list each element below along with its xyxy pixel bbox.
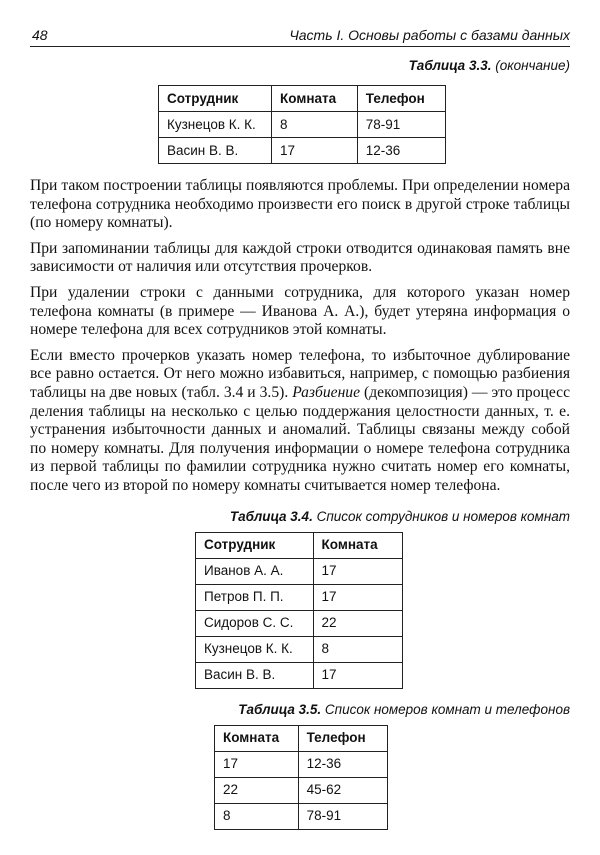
running-title: Часть I. Основы работы с базами данных <box>289 27 570 43</box>
table-3-4 <box>195 532 403 689</box>
caption-text: (окончание) <box>495 58 570 73</box>
table-row <box>196 584 403 610</box>
table-cell: 78-91 <box>357 112 445 138</box>
paragraph-4-part-b: (декомпозиция) — это процесс деления таблицы на несколько с целью поддержания целостности данных, т. е. устранения избыточности данных и аномалий. Таблицы связаны между собой по номеру комнаты. Для получения информации о номере телефона сотрудника из первой таблицы по фамилии сотрудника нужно считать номер его комнаты, после чего из второй по номеру комнаты считывается номер телефона. <box>30 383 570 494</box>
table-3-3-caption <box>30 57 570 75</box>
column-header: Комната <box>272 86 358 112</box>
table-row <box>196 610 403 636</box>
caption-number: Таблица 3.4. <box>229 508 313 524</box>
table-row <box>215 777 388 803</box>
paragraph-3: При удалении строки с данными сотрудника, для которого указан номер телефона комнаты (в примере — Иванова А. А.), будет утеряна информация о номере телефона для всех сотрудников этой комнаты. <box>30 283 570 339</box>
caption-text: Список номеров комнат и телефонов <box>324 701 570 717</box>
table-cell: 12-36 <box>357 138 445 164</box>
table-cell: 8 <box>272 112 358 138</box>
table-row <box>159 138 446 164</box>
table-cell: 17 <box>313 558 402 584</box>
table-cell: 17 <box>313 662 402 688</box>
table-3-3 <box>158 85 446 164</box>
table-cell: 22 <box>215 777 299 803</box>
paragraph-4 <box>30 347 570 496</box>
column-header: Телефон <box>357 86 445 112</box>
table-cell: Кузнецов К. К. <box>196 636 314 662</box>
table-cell: Сидоров С. С. <box>196 610 314 636</box>
table-3-4-caption <box>30 508 570 526</box>
table-header-row <box>215 725 388 751</box>
column-header: Сотрудник <box>196 532 314 558</box>
column-header: Телефон <box>298 725 387 751</box>
table-cell: 8 <box>313 636 402 662</box>
page-body <box>30 57 570 830</box>
table-row <box>196 636 403 662</box>
caption-number: Таблица 3.3. <box>408 58 492 73</box>
table-cell: 8 <box>215 803 299 829</box>
table-row <box>215 803 388 829</box>
table-cell: 17 <box>272 138 358 164</box>
page-number: 48 <box>32 27 48 43</box>
table-cell: 17 <box>215 751 299 777</box>
table-cell: Васин В. В. <box>196 662 314 688</box>
table-row <box>159 112 446 138</box>
paragraph-4-part-a: Если вместо прочерков указать номер телефона, то избыточное дублирование все равно остается. От него можно избавиться, например, с помощью разбиения таблицы на две новых (табл. 3.4 и 3.5). <box>30 346 570 401</box>
table-3-5 <box>214 725 388 830</box>
table-cell: Иванов А. А. <box>196 558 314 584</box>
table-cell: Кузнецов К. К. <box>159 112 272 138</box>
table-cell: Васин В. В. <box>159 138 272 164</box>
table-3-5-caption <box>30 701 570 719</box>
table-cell: Петров П. П. <box>196 584 314 610</box>
table-row <box>215 751 388 777</box>
table-cell: 12-36 <box>298 751 387 777</box>
column-header: Сотрудник <box>159 86 272 112</box>
table-header-row <box>159 86 446 112</box>
column-header: Комната <box>313 532 402 558</box>
caption-text: Список сотрудников и номеров комнат <box>316 508 570 524</box>
table-cell: 78-91 <box>298 803 387 829</box>
table-row <box>196 558 403 584</box>
paragraph-1: При таком построении таблицы появляются проблемы. При определении номера телефона сотрудника необходимо произвести его поиск в другой строке таблицы (по номеру комнаты). <box>30 177 570 232</box>
caption-number: Таблица 3.5. <box>238 701 322 717</box>
table-cell: 22 <box>313 610 402 636</box>
running-header <box>30 26 570 47</box>
paragraph-2: При запоминании таблицы для каждой строки отводится одинаковая память вне зависимости от наличия или отсутствия прочерков. <box>30 239 570 276</box>
table-row <box>196 662 403 688</box>
table-cell: 45-62 <box>298 777 387 803</box>
column-header: Комната <box>215 725 299 751</box>
table-header-row <box>196 532 403 558</box>
term-decomposition: Разбиение <box>292 383 361 401</box>
table-cell: 17 <box>313 584 402 610</box>
